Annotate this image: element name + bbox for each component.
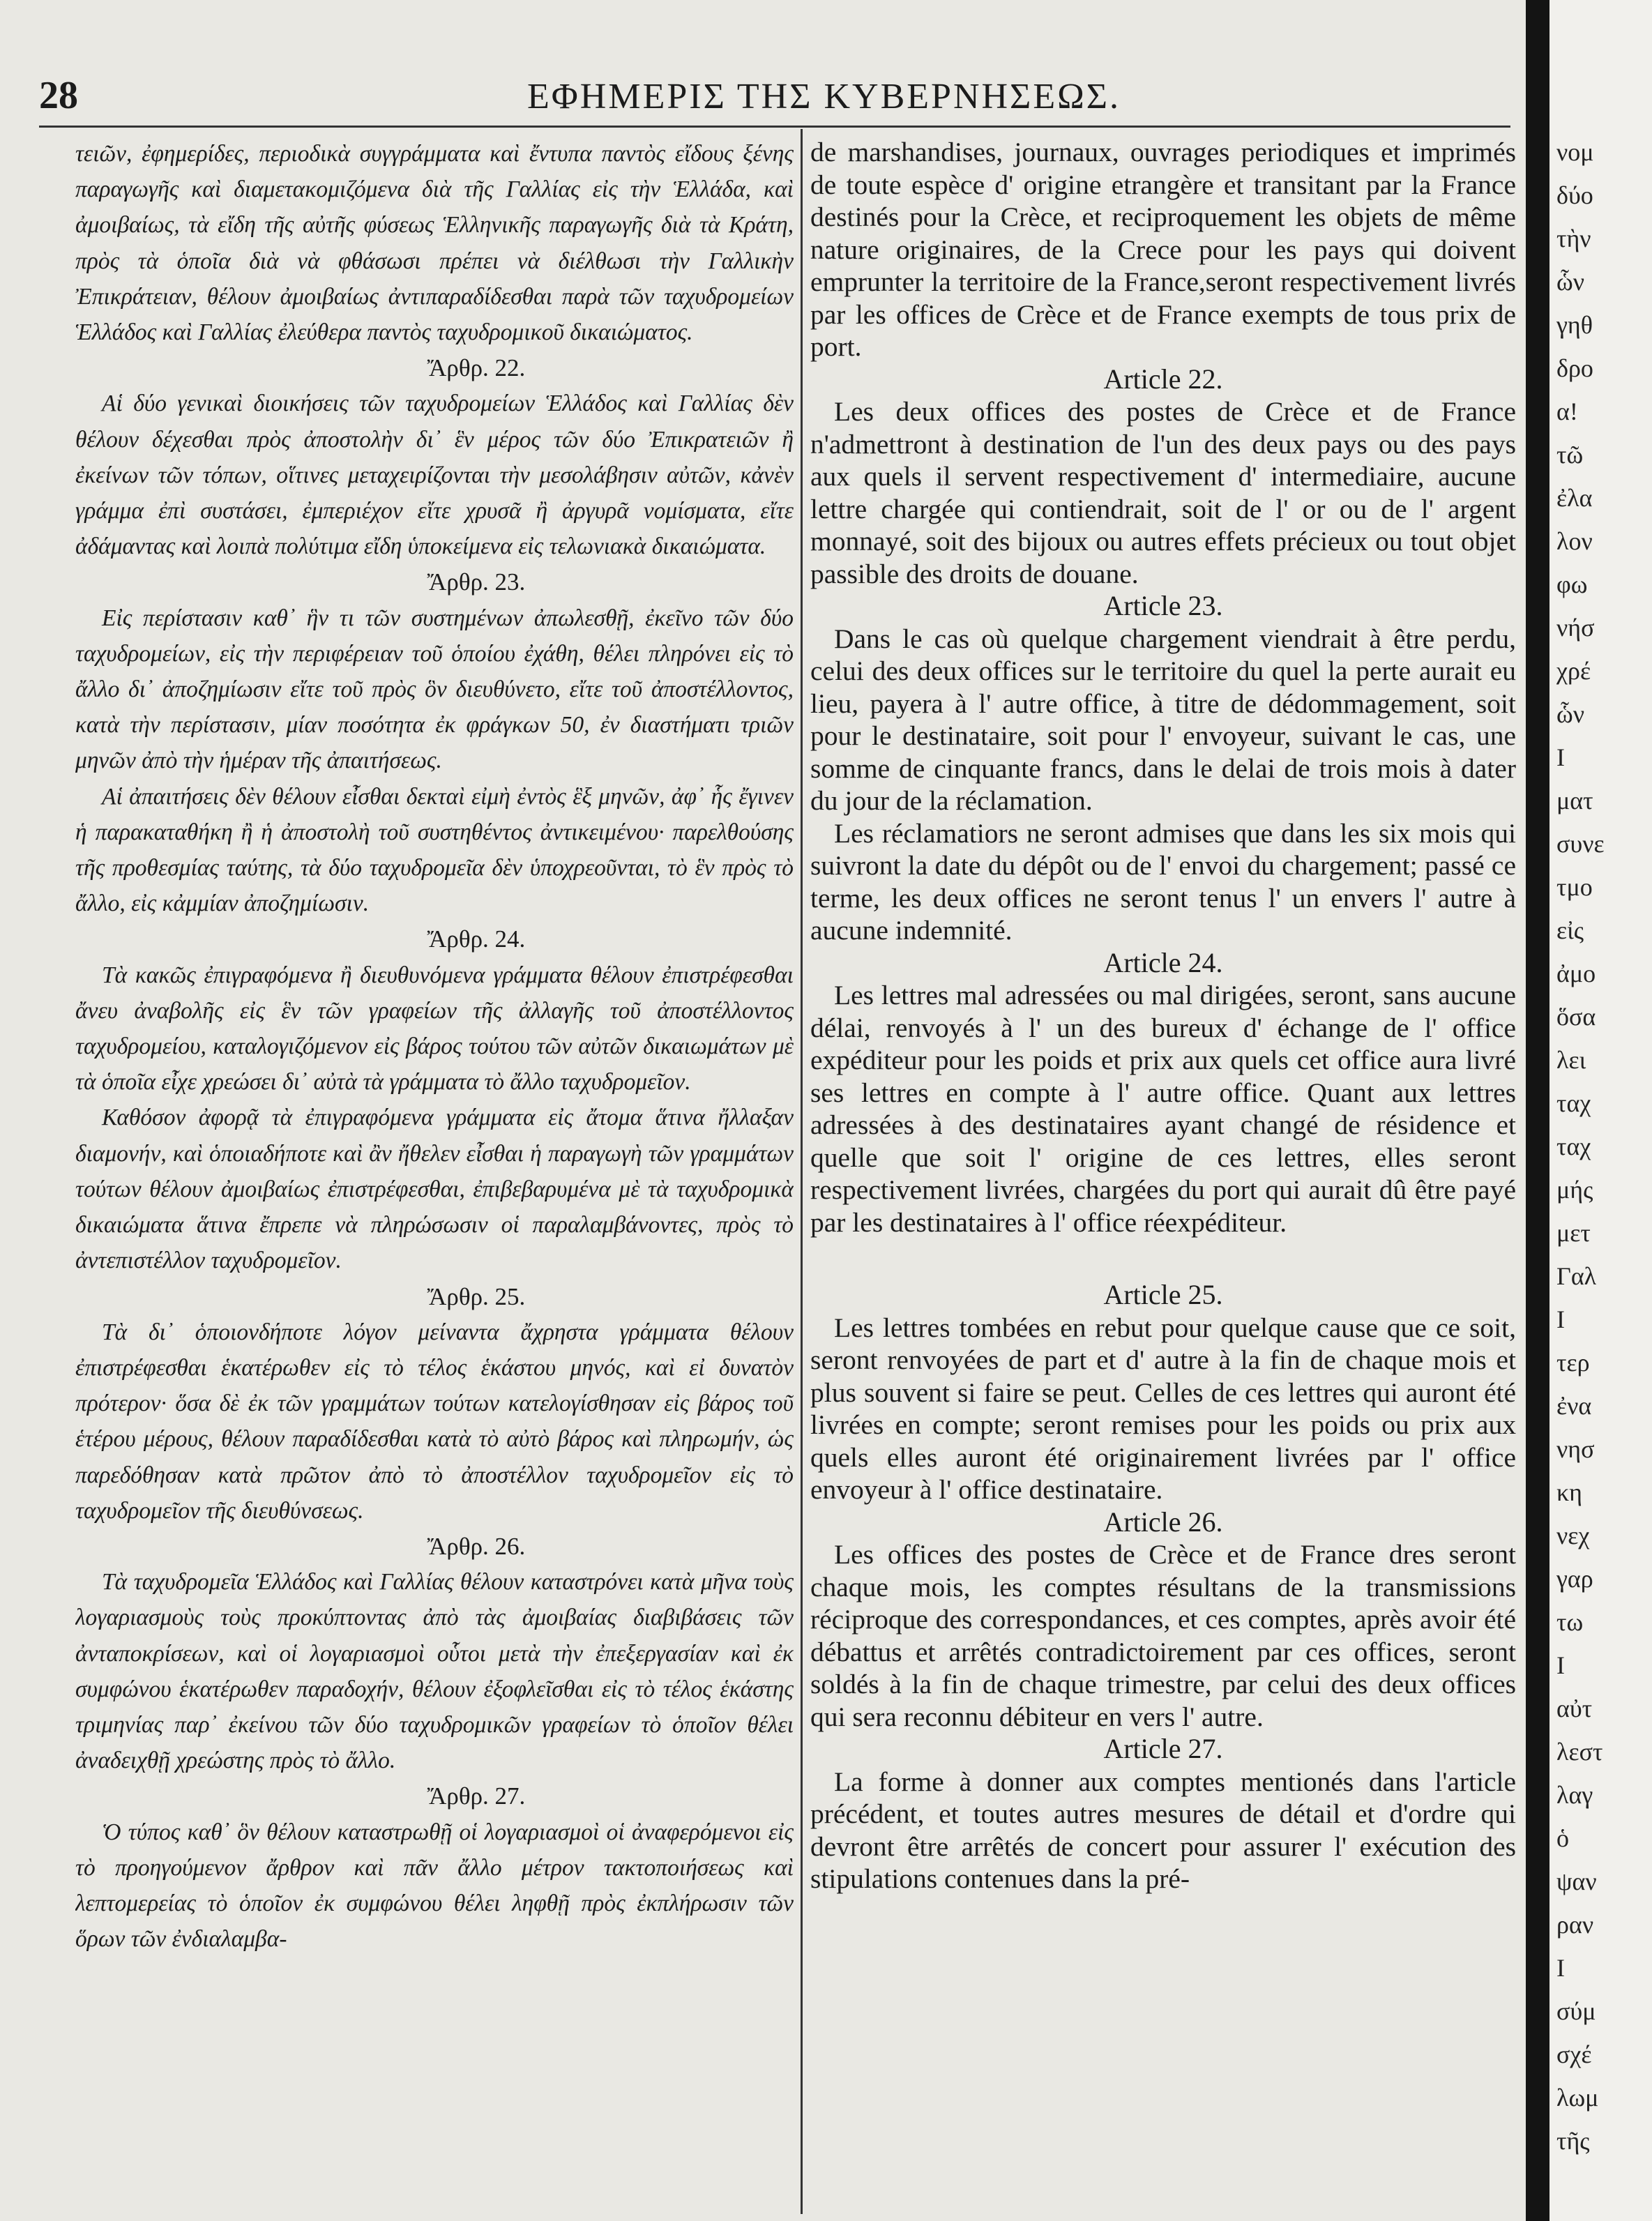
adjacent-page-fragment: τερ bbox=[1556, 1349, 1590, 1377]
adjacent-page-fragment: λαγ bbox=[1556, 1781, 1593, 1809]
adjacent-page-fragment: φω bbox=[1556, 570, 1588, 598]
french-article-27-heading: Article 27. bbox=[1103, 1733, 1223, 1764]
adjacent-page-fragment: τῶ bbox=[1556, 441, 1584, 469]
adjacent-page-fragment: Ι bbox=[1556, 743, 1565, 771]
header-rule bbox=[39, 126, 1510, 128]
adjacent-page-fragment: Ι bbox=[1556, 1651, 1565, 1679]
adjacent-page-fragment: ὧν bbox=[1556, 700, 1584, 728]
adjacent-page-fragment: ταχ bbox=[1556, 1089, 1591, 1117]
adjacent-page-fragment: μετ bbox=[1556, 1219, 1591, 1247]
adjacent-page-fragment: νησ bbox=[1556, 1435, 1595, 1463]
adjacent-page-fragment: λωμ bbox=[1556, 2084, 1599, 2112]
adjacent-page-fragment: ραν bbox=[1556, 1911, 1594, 1939]
adjacent-page-fragment: γαρ bbox=[1556, 1565, 1593, 1593]
adjacent-page-fragment: δρο bbox=[1556, 354, 1593, 382]
greek-article-23-text-2: Αἱ ἀπαιτήσεις δὲν θέλουν εἶσθαι δεκταὶ εἰμὴ ἐντὸς ἓξ μηνῶν, ἀφ᾿ ἧς ἔγινεν ἡ παρακαταθήκη ἢ ἡ ἀποστολὴ τοῦ συστηθέντος ἀντικειμένου· παρελθούσης τῆς προθεσμίας ταύτης, τὰ δύο ταχυδρομεῖα δὲν ὑποχρεοῦνται, τὸ ἓν πρὸς τὸ ἄλλο, εἰς κἀμμίαν ἀποζημίωσιν. bbox=[75, 783, 794, 917]
adjacent-page-fragment: νεχ bbox=[1556, 1522, 1590, 1549]
adjacent-page-fragment: λεστ bbox=[1556, 1738, 1603, 1766]
french-article-26-heading: Article 26. bbox=[1103, 1506, 1223, 1538]
adjacent-page-fragment: ταχ bbox=[1556, 1132, 1591, 1160]
french-article-26-text: Les offices des postes de Crèce et de France dres seront chaque mois, les comptes résultans de la transmissions réciproque des correspondances, et ces comptes, après avoir été débattus et arrêtés contradictoirement par ces offices, seront soldés à la fin de chaque trimestre, par celui des deux offices qui sera reconnu débiteur en vers l' autre. bbox=[810, 1539, 1516, 1732]
adjacent-page-fragment: σύμ bbox=[1556, 1997, 1596, 2025]
adjacent-page-fragment: ματ bbox=[1556, 787, 1593, 814]
adjacent-page-edge bbox=[1549, 0, 1652, 2221]
adjacent-page-fragment: αὐτ bbox=[1556, 1695, 1593, 1722]
greek-column bbox=[75, 136, 794, 2214]
french-article-23-text-2: Les réclamatiors ne seront admises que dans les six mois qui suivront la date du dépôt ou de l' envoi du chargement; passé ce terme, les deux offices ne seront tenus l' un envers l' autre à aucune indemnité. bbox=[810, 817, 1516, 946]
adjacent-page-fragment: τω bbox=[1556, 1608, 1584, 1636]
gazette-title: ΕΦΗΜΕΡΙΣ ΤΗΣ ΚΥΒΕΡΝΗΣΕΩΣ. bbox=[527, 77, 1121, 116]
adjacent-page-fragment: λον bbox=[1556, 527, 1593, 555]
greek-article-27-text: Ὁ τύπος καθ᾿ ὃν θέλουν καταστρωθῇ οἱ λογαριασμοὶ οἱ ἀναφερόμενοι εἰς τὸ προηγούμενον ἄρθρον καὶ πᾶν ἄλλο μέτρον τακτοποιήσεως καὶ λεπτομερείας τὸ ὁποῖον ἐκ συμφώνου θέλει ληφθῇ πρὸς ἐκπλήρωσιν τῶν ὅρων τῶν ἐνδιαλαμβα- bbox=[75, 1819, 794, 1953]
adjacent-page-fragment: νήσ bbox=[1556, 614, 1595, 642]
french-article-27-text: La forme à donner aux comptes mentionés dans l'article précédent, et toutes autres mesures de détail et d'ordre qui devront être arrêtés de concert pour assurer l' exécution des stipulations contenues dans la pré- bbox=[810, 1766, 1516, 1894]
adjacent-page-fragment: δύο bbox=[1556, 181, 1593, 209]
french-article-25-heading: Article 25. bbox=[1103, 1279, 1223, 1310]
greek-article-24-text-1: Τὰ κακῶς ἐπιγραφόμενα ἢ διευθυνόμενα γράμματα θέλουν ἐπιστρέφεσθαι ἄνευ ἀναβολῆς εἰς ἓν τῶν γραφείων τῆς ἀλλαγῆς τοῦ ἀποστέλλοντος ταχυδρομείου, καταλογιζόμενον εἰς βάρος τούτου τῶν αὐτῶν δικαιωμάτων μὲ τὰ ὁποῖα εἶχε χρεώσει δι᾿ αὐτὰ τὰ γράμματα τὸ ἄλλο ταχυδρομεῖον. bbox=[75, 962, 794, 1096]
page-number: 28 bbox=[39, 74, 78, 117]
adjacent-page-fragment: τῆς bbox=[1556, 2127, 1590, 2155]
french-paragraph-intro: de marshandises, journaux, ouvrages periodiques et imprimés de toute espèce d' origine etrangère et transitant par la France destinés pour la Crèce, et reciproquement les objets de même nature originaires, de la Crece pour les pays qui doivent emprunter la territoire de la France,seront respectivement livrés par les offices de Crèce et de France exempts de tous prix de port. bbox=[810, 137, 1516, 362]
column-divider bbox=[801, 129, 803, 2214]
adjacent-page-fragment: Γαλ bbox=[1556, 1262, 1597, 1290]
greek-article-25-heading: Ἄρθρ. 25. bbox=[427, 1282, 526, 1310]
adjacent-page-fragment: λει bbox=[1556, 1046, 1586, 1074]
greek-article-25-text: Τὰ δι᾿ ὁποιονδήποτε λόγον μείναντα ἄχρηστα γράμματα θέλουν ἐπιστρέφεσθαι ἑκατέρωθεν εἰς τὸ τέλος ἑκάστου μηνός, καὶ εἰ δυνατὸν πρότερον· ὅσα δὲ ἐκ τῶν γραμμάτων τούτων κατελογίσθησαν εἰς βάρος τοῦ ἑτέρου μέρους, θέλουν παραδίδεσθαι κατὰ τὸ αὐτὸ βάρος καὶ πληρωμήν, ὡς παρεδόθησαν κατὰ πρῶτον ἀπὸ τὸ ἀποστέλλον ταχυδρομεῖον εἰς τὸ ταχυδρομεῖον τῆς διευθύνσεως. bbox=[75, 1319, 794, 1524]
adjacent-page-fragment: σχέ bbox=[1556, 2040, 1592, 2068]
adjacent-page-fragment: ὁ bbox=[1556, 1824, 1569, 1852]
greek-article-26-heading: Ἄρθρ. 26. bbox=[427, 1532, 526, 1560]
greek-article-22-text: Αἱ δύο γενικαὶ διοικήσεις τῶν ταχυδρομείων Ἑλλάδος καὶ Γαλλίας δὲν θέλουν δέχεσθαι πρὸς ἀποστολὴν δι᾿ ἓν μέρος τῶν δύο Ἐπικρατειῶν ἢ ἐκείνων τῶν τόπων, οἵτινες μεταχειρίζονται τὴν μεσολάβησιν αὐτῶν, κἀνὲν γράμμα ἐπὶ συστάσει, ἐμπεριέχον εἴτε χρυσᾶ ἢ ἀργυρᾶ νομίσματα, εἴτε ἀδάμαντας καὶ λοιπὰ πολύτιμα εἴδη ὑποκείμενα εἰς τελωνιακὰ δικαιώματα. bbox=[75, 391, 794, 560]
adjacent-page-fragment: γηθ bbox=[1556, 311, 1593, 339]
adjacent-page-fragment: ψαν bbox=[1556, 1867, 1597, 1895]
adjacent-page-fragment: τμο bbox=[1556, 873, 1593, 901]
section-gap bbox=[810, 1238, 1516, 1279]
french-article-23-heading: Article 23. bbox=[1103, 590, 1223, 621]
adjacent-page-fragment: νομ bbox=[1556, 138, 1594, 166]
adjacent-page-fragment: ἐνα bbox=[1556, 1392, 1592, 1420]
greek-article-24-text-2: Καθόσον ἀφορᾷ τὰ ἐπιγραφόμενα γράμματα εἰς ἄτομα ἅτινα ἤλλαξαν διαμονήν, καὶ ὁποιαδήποτε καὶ ἂν ἤθελεν εἶσθαι ἡ παραγωγὴ τῶν γραμμάτων τούτων θέλουν ἀμοιβαίως ἐπιστρέφεσθαι, ἐπιβεβαρυμένα μὲ τὰ ταχυδρομικὰ δικαιώματα ἅτινα ἔπρεπε νὰ πληρώσωσιν οἱ παραλαμβάνοντες, πρὸς τὸ ἀντεπιστέλλον ταχυδρομεῖον. bbox=[75, 1105, 794, 1274]
adjacent-page-fragment: ἐλα bbox=[1556, 484, 1593, 512]
greek-article-22-heading: Ἄρθρ. 22. bbox=[427, 354, 526, 382]
greek-article-24-heading: Ἄρθρ. 24. bbox=[427, 925, 526, 953]
adjacent-page-fragment: ἀμο bbox=[1556, 960, 1596, 987]
french-article-22-heading: Article 22. bbox=[1103, 363, 1223, 395]
adjacent-page-fragment: εἰς bbox=[1556, 916, 1584, 944]
adjacent-page-fragment: τὴν bbox=[1556, 225, 1591, 252]
adjacent-page-fragment: συνε bbox=[1556, 830, 1605, 858]
adjacent-page-fragment: μής bbox=[1556, 1176, 1593, 1204]
adjacent-page-fragment: Ι bbox=[1556, 1954, 1565, 1982]
french-article-25-text: Les lettres tombées en rebut pour quelque cause que ce soit, seront renvoyées de part et d' autre à la fin de chaque mois et plus souvent si faire se peut. Celles de ces lettres qui auront été livrées en compte; seront remises pour les poids ou prix aux quels elles auront été originairement livrées par l' office envoyeur à l' office destinataire. bbox=[810, 1312, 1516, 1505]
adjacent-page-fragment: Ι bbox=[1556, 1305, 1565, 1333]
french-article-24-text: Les lettres mal adressées ou mal dirigées, seront, sans aucune délai, renvoyés à l' un des bureux d' échange de l' office expéditeur pour les poids et prix aux quels cet office aura livré ses lettres en compte à l' autre office. Quant aux lettres adressées à des destinataires ayant changé de résidence et quelle que soit l' origine de ces lettres, elles seront respectivement livrées, chargées du port qui aurait dû être payé par les destinataires à l' office réexpéditeur. bbox=[810, 980, 1516, 1238]
greek-article-23-heading: Ἄρθρ. 23. bbox=[427, 568, 526, 596]
french-column bbox=[810, 136, 1516, 2214]
french-article-24-heading: Article 24. bbox=[1103, 946, 1223, 978]
greek-paragraph-intro: τειῶν, ἐφημερίδες, περιοδικὰ συγγράμματα καὶ ἔντυπα παντὸς εἴδους ξένης παραγωγῆς καὶ διαμετακομιζόμενα διὰ τῆς Γαλλίας εἰς τὴν Ἑλλάδα, καὶ ἀμοιβαίως, τὰ εἴδη τῆς αὐτῆς φύσεως Ἑλληνικῆς παραγωγῆς διὰ τὰ Κράτη, πρὸς τὰ ὁποῖα διὰ νὰ φθάσωσι πρέπει νὰ διέλθωσι τὴν Γαλλικὴν Ἐπικράτειαν, θέλουν ἀμοιβαίως ἀντιπαραδίδεσθαι παρὰ τῶν ταχυδρομείων Ἑλλάδος καὶ Γαλλίας ἐλεύθερα παντὸς ταχυδρομικοῦ δικαιώματος. bbox=[75, 141, 794, 346]
book-spine-shadow bbox=[1526, 0, 1549, 2221]
french-article-22-text: Les deux offices des postes de Crèce et de France n'admettront à destination de l'un des deux pays ou des pays aux quels il servent respectivement d' intermediaire, aucune lettre chargée qui contiendrait, soit de l' or ou de l' argent monnayé, soit des bijoux ou autres effets précieux ou tout objet passible des droits de douane. bbox=[810, 396, 1516, 589]
french-article-23-text-1: Dans le cas où quelque chargement viendrait à être perdu, celui des deux offices sur le territoire du quel la perte aurait eu lieu, payera à l' autre office, à titre de dédommagement, soit pour le destinataire, soit pour l' envoyeur, suivant le cas, une somme de cinquante francs, dans le delai de trois mois à dater du jour de la réclamation. bbox=[810, 623, 1516, 816]
greek-article-27-heading: Ἄρθρ. 27. bbox=[427, 1782, 526, 1810]
greek-article-23-text-1: Εἰς περίστασιν καθ᾿ ἣν τι τῶν συστημένων ἀπωλεσθῇ, ἐκεῖνο τῶν δύο ταχυδρομείων, εἰς τὴν περιφέρειαν τοῦ ὁποίου ἐχάθη, θέλει πληρόνει εἰς τὸ ἄλλο δι᾿ ἀποζημίωσιν εἴτε τοῦ πρὸς ὃν διευθύνετο, εἴτε τοῦ ἀποστέλλοντος, κατὰ τὴν περίστασιν, μίαν ποσότητα ἐκ φράγκων 50, ἐν διαστήματι τριῶν μηνῶν ἀπὸ τὴν ἡμέραν τῆς ἀπαιτήσεως. bbox=[75, 605, 794, 774]
page-header bbox=[39, 73, 1510, 122]
adjacent-page-fragment: ὅσα bbox=[1556, 1003, 1596, 1031]
adjacent-page-fragment: α! bbox=[1556, 397, 1578, 425]
adjacent-page-fragment: ὧν bbox=[1556, 268, 1584, 296]
greek-article-26-text: Τὰ ταχυδρομεῖα Ἑλλάδος καὶ Γαλλίας θέλουν καταστρόνει κατὰ μῆνα τοὺς λογαριασμοὺς τοὺς προκύπτοντας ἀπὸ τὰς ἀμοιβαίας διαβιβάσεις τῶν ἀνταποκρίσεων, καὶ οἱ λογαριασμοὶ οὗτοι μετὰ τὴν ἐπεξεργασίαν καὶ ἐκ συμφώνου ἑκατέρωθεν παραδοχήν, θέλουν ἐξοφλεῖσθαι εἰς τὸ τέλος ἑκάστης τριμηνίας παρ᾿ ἐκείνου τῶν δύο ταχυδρομικῶν γραφείων τὸ ὁποῖον θέλει ἀναδειχθῇ χρεώστης πρὸς τὸ ἄλλο. bbox=[75, 1569, 794, 1774]
adjacent-page-fragment: χρέ bbox=[1556, 657, 1591, 685]
adjacent-page-fragment: κη bbox=[1556, 1478, 1582, 1506]
